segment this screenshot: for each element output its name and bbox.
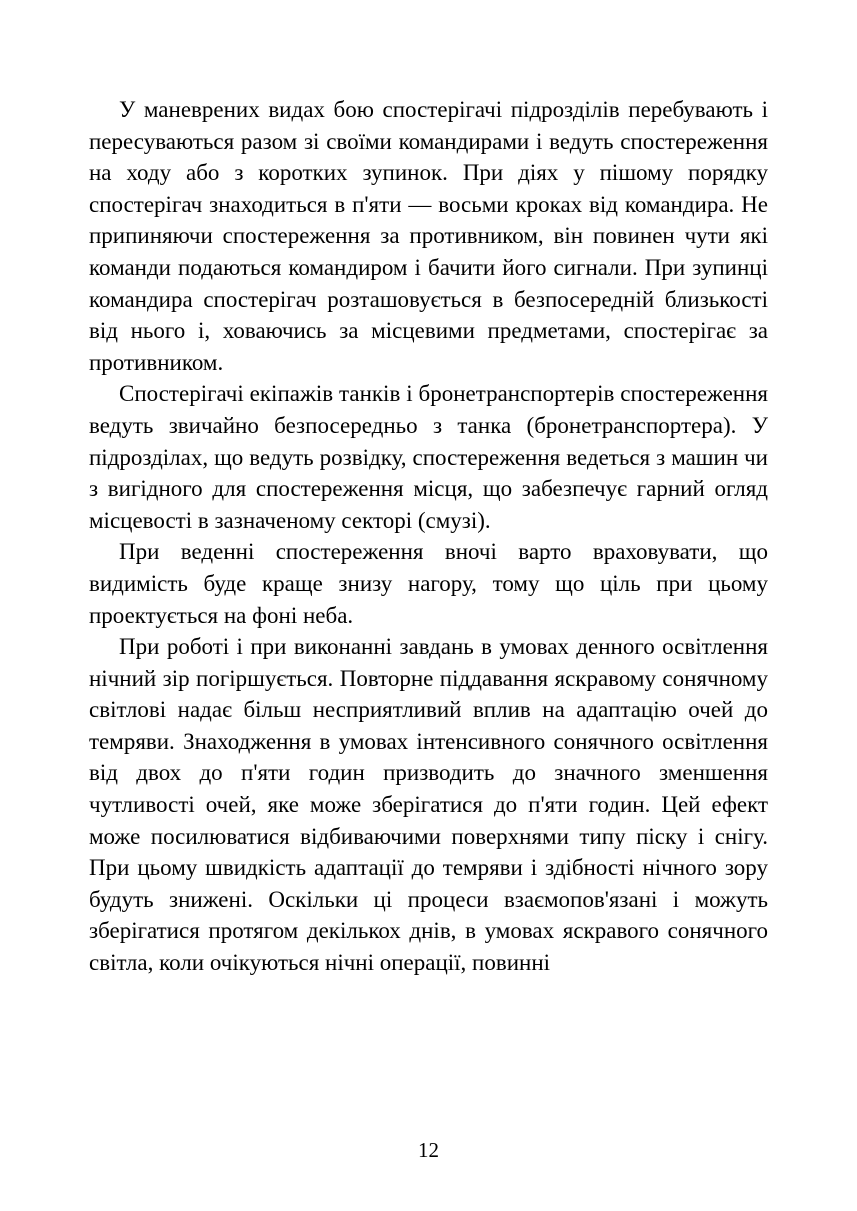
body-text [89,94,768,979]
paragraph-4: При роботі і при виконанні завдань в умовах денного освітлення нічний зір погіршується. Повторне піддавання яскравому сонячному світлові надає більш несприятливий вплив на адаптацію очей до темряви. Знаходження в умовах інтенсивного сонячного освітлення від двох до п'яти годин призводить до значного зменшення чутливості очей, яке може зберігатися до п'яти годин. Цей ефект може посилюватися відбиваючими поверхнями типу піску і снігу. При цьому швидкість адаптації до темряви і здібності нічного зору будуть знижені. Оскільки ці процеси взаємопов'язані і можуть зберігатися протягом декількох днів, в умовах яскравого сонячного світла, коли очікуються нічні операції, повинні [89,634,768,976]
paragraph-3: При веденні спостереження вночі варто враховувати, що видимість буде краще знизу нагору, тому що ціль при цьому проектується на фоні неба. [89,539,768,628]
paragraph-2: Спостерігачі екіпажів танків і бронетранспортерів спостереження ведуть звичайно безпосередньо з танка (бронетранспортера). У підрозділах, що ведуть розвідку, спостереження ведеться з машин чи з вигідного для спостереження місця, що забезпечує гарний огляд місцевості в зазначеному секторі (смузі). [89,381,768,533]
paragraph-1: У маневрених видах бою спостерігачі підрозділів перебувають і пересуваються разом зі своїми командирами і ведуть спостереження на ходу або з коротких зупинок. При діях у пішому порядку спостерігач знаходиться в п'яти — восьми кроках від командира. Не припиняючи спостереження за противником, він повинен чути які команди подаються командиром і бачити його сигнали. При зупинці командира спостерігач розташовується в безпосередній близькості від нього і, ховаючись за місцевими предметами, спостерігає за противником. [89,97,768,375]
page-number: 12 [418,1138,439,1162]
